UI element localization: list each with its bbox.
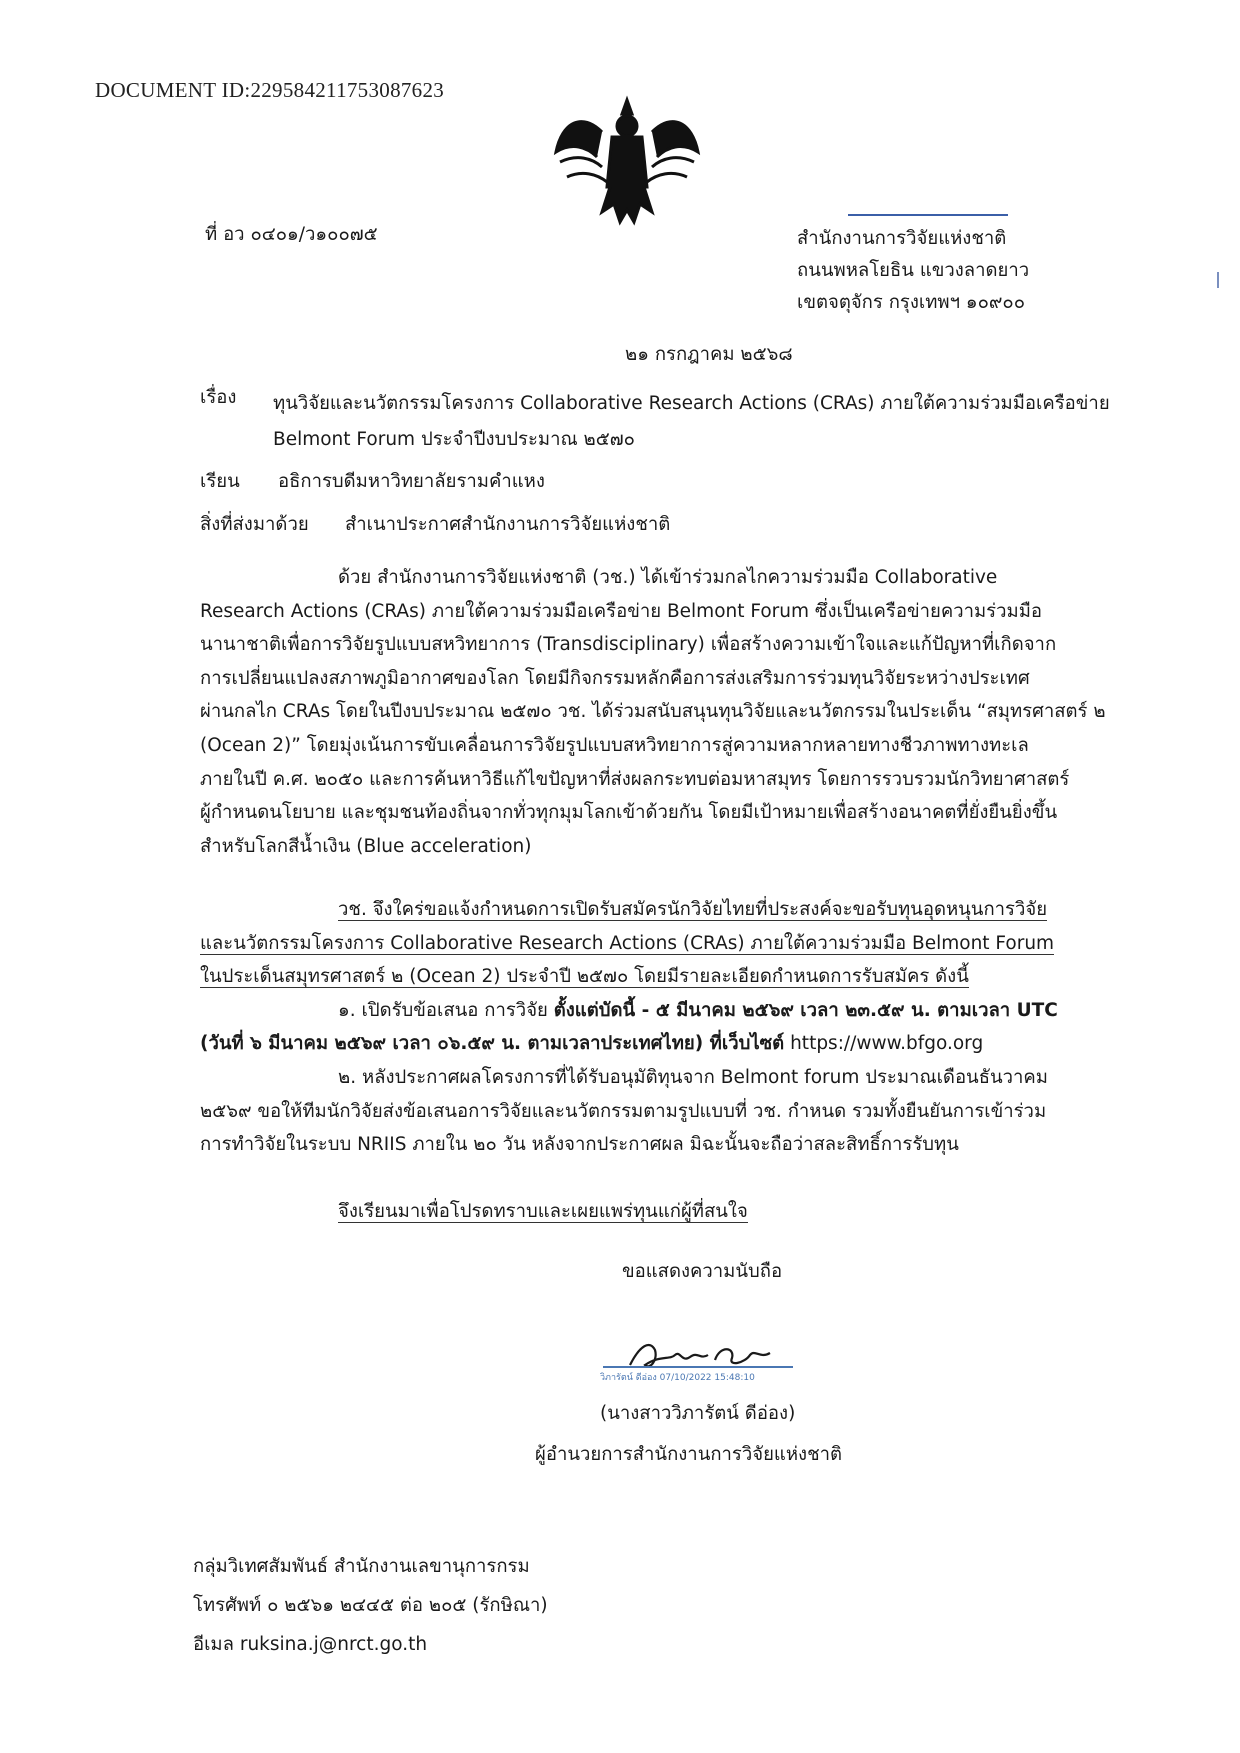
to-label: เรียน <box>200 471 240 492</box>
footer-email[interactable]: อีเมล ruksina.j@nrct.go.th <box>193 1634 428 1655</box>
signature-stamp-line <box>603 1366 793 1368</box>
garuda-emblem-icon <box>552 92 702 230</box>
enclosure-label: สิ่งที่ส่งมาด้วย <box>200 514 309 535</box>
sender-address-line: เขตจตุจักร กรุงเทพฯ ๑๐๙๐๐ <box>797 292 1026 313</box>
paragraph-line <box>200 893 1100 927</box>
item-2-line: ๒๕๖๙ ขอให้ทีมนักวิจัยส่งข้อเสนอการวิจัยและนวัตกรรมตามรูปแบบที่ วช. กำหนด รวมทั้งยืนยันการเข้าร่วม <box>200 1100 1047 1122</box>
paragraph-line: นานาชาติเพื่อการวิจัยรูปแบบสหวิทยาการ (Transdisciplinary) เพื่อสร้างความเข้าใจและแก้ปัญหาที่เกิดจาก <box>200 634 1057 656</box>
paragraph-line: ภายในปี ค.ศ. ๒๐๕๐ และการค้นหาวิธีแก้ไขปัญหาที่ส่งผลกระทบต่อมหาสมุทร โดยการรวบรวมนักวิทยาศาสตร์ <box>200 768 1070 790</box>
item-2-line: ๒. หลังประกาศผลโครงการที่ได้รับอนุมัติทุนจาก Belmont forum ประมาณเดือนธันวาคม <box>338 1066 1048 1088</box>
paragraph-line <box>200 927 1100 961</box>
bfgo-link[interactable]: https://www.bfgo.org <box>784 1033 984 1055</box>
paragraph-line: (Ocean 2)” โดยมุ่งเน้นการขับเคลื่อนการวิจัยรูปแบบสหวิทยาการสู่ความหลากหลายทางชีวภาพทางทะเล <box>200 734 1029 756</box>
closing: ขอแสดงความนับถือ <box>622 1261 783 1282</box>
underlined-text: วช. จึงใคร่ขอแจ้งกำหนดการเปิดรับสมัครนักวิจัยไทยที่ประสงค์จะขอรับทุนอุดหนุนการวิจัย <box>338 899 1048 920</box>
sender-address-line: ถนนพหลโยธิน แขวงลาดยาว <box>797 260 1030 281</box>
paragraph-line: การเปลี่ยนแปลงสภาพภูมิอากาศของโลก โดยมีกิจกรรมหลักคือการส่งเสริมการร่วมทุนวิจัยระหว่างประเทศ <box>200 667 1030 689</box>
paragraph-line: สำหรับโลกสีน้ำเงิน (Blue acceleration) <box>200 835 532 857</box>
subject-line: ทุนวิจัยและนวัตกรรมโครงการ Collaborative Research Actions (CRAs) ภายใต้ความร่วมมือเครือข่าย <box>273 393 1110 414</box>
margin-blue-mark <box>1217 272 1219 288</box>
signature-stamp: วิภารัตน์ ดีอ่อง 07/10/2022 15:48:10 <box>600 1373 755 1383</box>
underlined-text: ในประเด็นสมุทรศาสตร์ ๒ (Ocean 2) ประจำปี ๒๕๗๐ โดยมีรายละเอียดกำหนดการรับสมัคร ดังนี้ <box>200 966 969 988</box>
to-value: อธิการบดีมหาวิทยาลัยรามคำแหง <box>278 471 545 492</box>
reference-number: ที่ อว ๐๔๐๑/ว๑๐๐๗๕ <box>205 224 378 245</box>
signer-name: (นางสาววิภารัตน์ ดีอ่อง) <box>600 1403 796 1424</box>
paragraph-line <box>200 960 1100 994</box>
footer-line: กลุ่มวิเทศสัมพันธ์ สำนักงานเลขานุการกรม <box>193 1556 530 1577</box>
sender-address-line: สำนักงานการวิจัยแห่งชาติ <box>797 228 1007 249</box>
paragraph-line: Research Actions (CRAs) ภายใต้ความร่วมมือเครือข่าย Belmont Forum ซึ่งเป็นเครือข่ายความร่วมมือ <box>200 600 1043 622</box>
subject-label: เรื่อง <box>200 387 237 408</box>
underlined-text: และนวัตกรรมโครงการ Collaborative Research Actions (CRAs) ภายใต้ความร่วมมือ Belmont Forum <box>200 932 1055 954</box>
paragraph-line: ผ่านกลไก CRAs โดยในปีงบประมาณ ๒๕๗๐ วช. ได้ร่วมสนับสนุนทุนวิจัยและนวัตกรรมในประเด็น “สมุทรศาสตร์ ๒ <box>200 701 1106 723</box>
paragraph-line: ด้วย สำนักงานการวิจัยแห่งชาติ (วช.) ได้เข้าร่วมกลไกความร่วมมือ Collaborative <box>338 567 998 588</box>
enclosure-value: สำเนาประกาศสำนักงานการวิจัยแห่งชาติ <box>345 514 671 535</box>
subject-text <box>273 386 1110 458</box>
closing-request <box>338 1200 748 1224</box>
footer-contact <box>193 1547 548 1664</box>
document-id: DOCUMENT ID:229584211753087623 <box>95 78 445 102</box>
footer-line: โทรศัพท์ ๐ ๒๕๖๑ ๒๔๔๕ ต่อ ๒๐๕ (รักษิณา) <box>193 1595 548 1616</box>
subject-line: Belmont Forum ประจำปีงบประมาณ ๒๕๗๐ <box>273 429 635 450</box>
signer-title: ผู้อำนวยการสำนักงานการวิจัยแห่งชาติ <box>535 1444 843 1465</box>
header-blue-mark <box>848 214 1008 216</box>
item-1-prefix: ๑. เปิดรับข้อเสนอ การวิจัย <box>338 999 554 1021</box>
letter-date: ๒๑ กรกฎาคม ๒๕๖๘ <box>625 344 793 365</box>
item-2-line: การทำวิจัยในระบบ NRIIS ภายใน ๒๐ วัน หลังจากประกาศผล มิฉะนั้นจะถือว่าสละสิทธิ์การรับทุน <box>200 1134 959 1156</box>
item-1-thai-time: (วันที่ ๖ มีนาคม ๒๕๖๙ เวลา ๐๖.๕๙ น. ตามเวลาประเทศไทย) ที่เว็บไซต์ <box>200 1033 785 1055</box>
item-1-line <box>200 994 1100 1028</box>
underlined-text: จึงเรียนมาเพื่อโปรดทราบและเผยแพร่ทุนแก่ผู้ที่สนใจ <box>338 1201 748 1222</box>
item-1-line-2 <box>200 1027 1100 1061</box>
item-1-deadline: ตั้งแต่บัดนี้ - ๕ มีนาคม ๒๕๖๙ เวลา ๒๓.๕๙ น. ตามเวลา UTC <box>553 999 1058 1021</box>
paragraph-intro <box>200 561 1106 863</box>
sender-address <box>797 223 1029 319</box>
paragraph-announcement <box>200 893 1100 1162</box>
paragraph-line: ผู้กำหนดนโยบาย และชุมชนท้องถิ่นจากทั่วทุกมุมโลกเข้าด้วยกัน โดยมีเป้าหมายเพื่อสร้างอนาคตที่ยั่งยืนยิ่งขึ้น <box>200 802 1058 824</box>
